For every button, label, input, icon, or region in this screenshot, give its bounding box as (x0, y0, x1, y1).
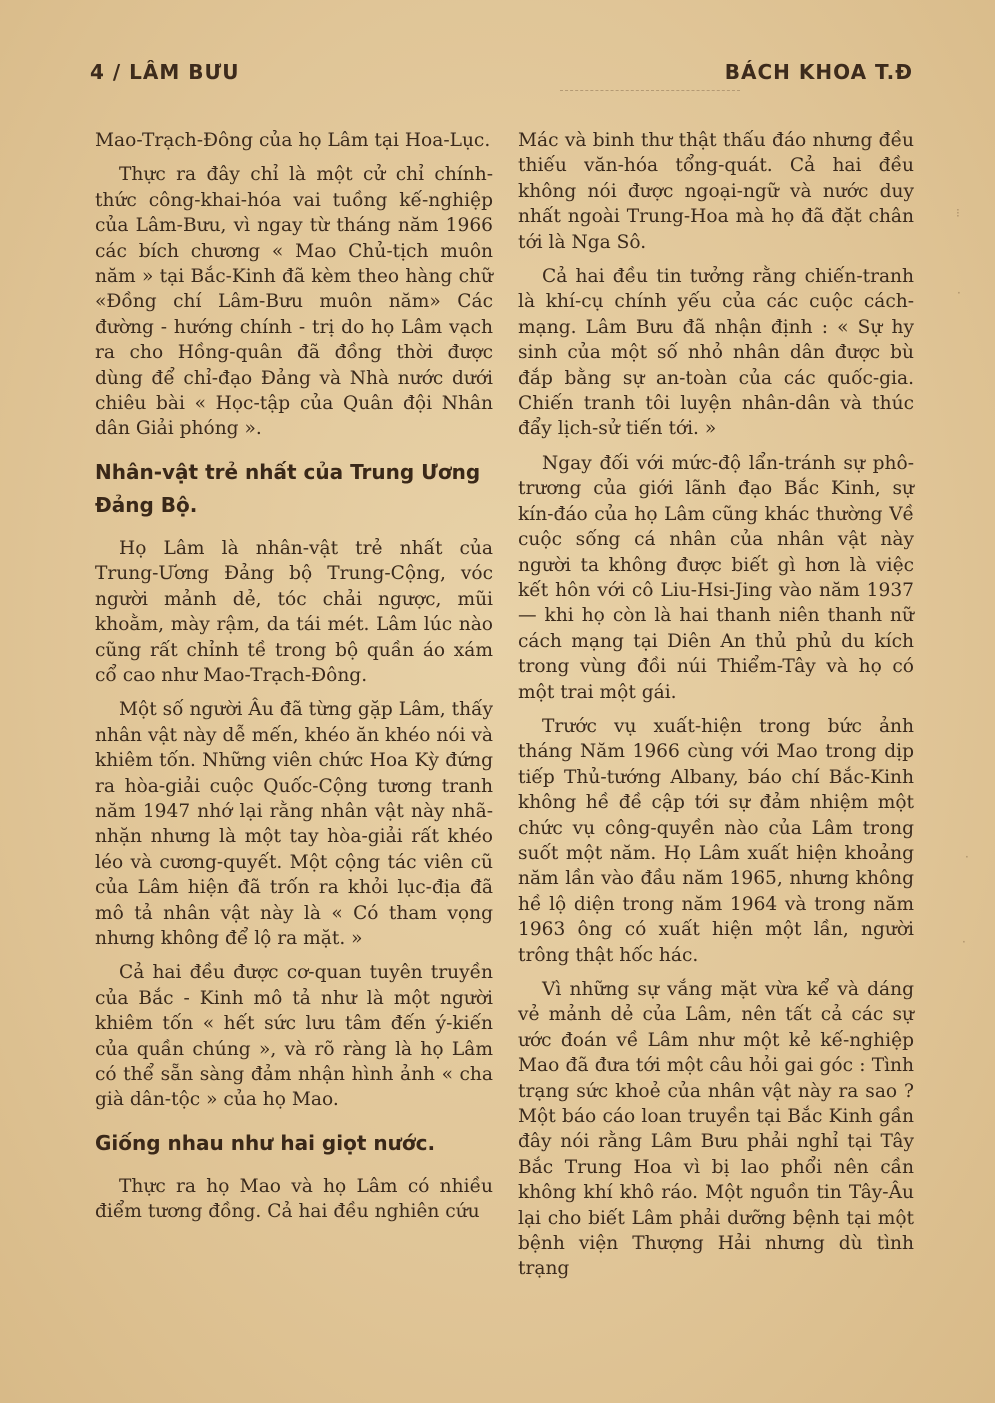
paragraph: Một số người Âu đã từng gặp Lâm, thấy nhân vật này dễ mến, khéo ăn khéo nói và khiêm tốn. Những viên chức Hoa Kỳ đứng ra hòa-giải cuộc Quốc-Cộng tương tranh năm 1947 nhớ lại rằng nhân vật này nhã-nhặn nhưng là một tay hòa-giải rất khéo léo và cương-quyết. Một cộng tác viên cũ của Lâm hiện đã trốn ra khỏi lục-địa đã mô tả nhân vật này là « Có tham vọng nhưng không để lộ ra mặt. » (95, 699, 493, 949)
paragraph: Vì những sự vắng mặt vừa kể và dáng vẻ mảnh dẻ của Lâm, nên tất cả các sự ước đoán về Lâm như một kẻ kế-nghiệp Mao đã đưa tới một câu hỏi gai góc : Tình trạng sức khoẻ của nhân vật này ra sao ? Một báo cáo loan truyền tại Bắc Kinh gần đây nói rằng Lâm Bưu phải nghỉ tại Tây Bắc Trung Hoa vì bị lao phổi nên cần không khí khô ráo. Một nguồn tin Tây-Âu lại cho biết Lâm phải dưỡng bệnh tại một bệnh viện Thượng Hải nhưng dù tình trạng (518, 979, 914, 1280)
section-heading: Giống nhau như hai giọt nước. (95, 1130, 436, 1155)
paragraph: Mao-Trạch-Đông của họ Lâm tại Hoa-Lục. (95, 130, 491, 151)
margin-speck: ⁝ (956, 206, 960, 220)
margin-speck: · (962, 935, 966, 949)
left-column (95, 128, 493, 1234)
paragraph: Cả hai đều tin tưởng rằng chiến-tranh là khí-cụ chính yếu của các cuộc cách-mạng. Lâm Bưu đã nhận định : « Sự hy sinh của một số nhỏ nhân dân được bù đắp bằng sự an-toàn của các quốc-gia. Chiến tranh tôi luyện nhân-dân và thúc đẩy lịch-sử tiến tới. » (518, 266, 914, 440)
header-rule (560, 90, 740, 91)
paragraph: Cả hai đều được cơ-quan tuyên truyền của Bắc - Kinh mô tả như là một người khiêm tốn « hết sức lưu tâm đến ý-kiến của quần chúng », và rõ ràng là họ Lâm có thể sẵn sàng đảm nhận hình ảnh « cha già dân-tộc » của họ Mao. (95, 962, 493, 1111)
header-page-title: 4 / LÂM BƯU (90, 60, 240, 84)
right-column (518, 128, 914, 1291)
paragraph: Ngay đối với mức-độ lẩn-tránh sự phô-trương của giới lãnh đạo Bắc Kinh, sự kín-đáo của họ Lâm cũng khác thường Về cuộc sống cá nhân của nhân vật này người ta không được biết gì hơn là việc kết hôn với cô Liu-Hsi-Jing vào năm 1937 — khi họ còn là hai thanh niên thanh nữ cách mạng tại Diên An thủ phủ du kích trong vùng đồi núi Thiểm-Tây và họ có một trai một gái. (518, 452, 914, 703)
margin-speck: · (965, 850, 969, 864)
paragraph: Thực ra họ Mao và họ Lâm có nhiều điểm tương đồng. Cả hai đều nghiên cứu (95, 1175, 493, 1223)
section-heading: Nhân-vật trẻ nhất của Trung Ương Đảng Bộ. (95, 459, 481, 517)
margin-speck: · (957, 286, 961, 300)
running-header (90, 60, 913, 92)
paragraph: Trước vụ xuất-hiện trong bức ảnh tháng Năm 1966 cùng với Mao trong dịp tiếp Thủ-tướng Albany, báo chí Bắc-Kinh không hề đề cập tới sự đảm nhiệm một chức vụ công-quyền nào của Lâm trong suốt một năm. Họ Lâm xuất hiện khoảng năm lần vào đầu năm 1965, nhưng không hề lộ diện trong năm 1964 và trong năm 1963 ông có xuất hiện một lần, người trông thật hốc hác. (518, 715, 914, 966)
header-magazine-title: BÁCH KHOA T.Đ (724, 60, 913, 84)
paragraph: Thực ra đây chỉ là một cử chỉ chính-thức công-khai-hóa vai tuồng kế-nghiệp của Lâm-Bưu, vì ngay từ tháng năm 1966 các bích chương « Mao Chủ-tịch muôn năm » tại Bắc-Kinh đã kèm theo hàng chữ «Đồng chí Lâm-Bưu muôn năm» Các đường - hướng chính - trị do họ Lâm vạch ra cho Hồng-quân đã đồng thời được dùng để chỉ-đạo Đảng và Nhà nước dưới chiêu bài « Học-tập của Quân đội Nhân dân Giải phóng ». (95, 164, 493, 440)
paragraph: Họ Lâm là nhân-vật trẻ nhất của Trung-Ương Đảng bộ Trung-Cộng, vóc người mảnh dẻ, tóc chải ngược, mũi khoằm, mày rậm, da tái mét. Lâm lúc nào cũng rất chỉnh tề trong bộ quần áo xám cổ cao như Mao-Trạch-Đông. (95, 537, 493, 686)
paragraph: Mác và binh thư thật thấu đáo nhưng đều thiếu văn-hóa tổng-quát. Cả hai đều không nói được ngoại-ngữ và nước duy nhất ngoài Trung-Hoa mà họ đã đặt chân tới là Nga Sô. (518, 130, 914, 253)
